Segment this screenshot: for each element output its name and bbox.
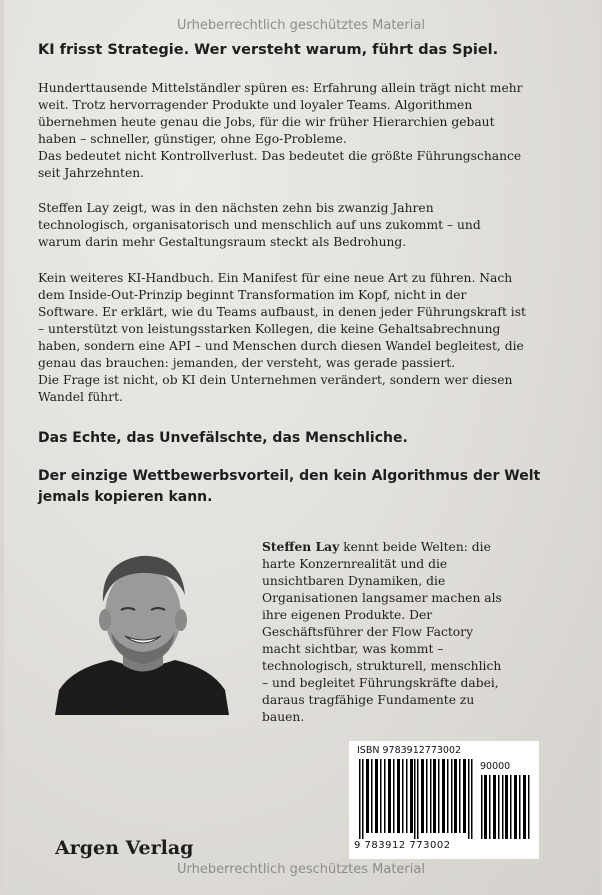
text-line: ihre eigenen Produkte. Der: [262, 608, 433, 622]
author-bio: [262, 538, 572, 726]
text-line: daraus tragfähige Fundamente zu: [262, 693, 475, 707]
watermark-top: Urheberrechtlich geschütztes Material: [177, 18, 425, 33]
emphasis-line-1: Das Echte, das Unvefälschte, das Menschliche.: [38, 430, 408, 446]
text-line: unsichtbaren Dynamiken, die: [262, 574, 446, 588]
isbn-digits: 9 783912 773002: [354, 840, 451, 851]
emphasis-line-2: [38, 466, 578, 508]
isbn-label: ISBN 9783912773002: [357, 745, 462, 756]
watermark-bottom: Urheberrechtlich geschütztes Material: [177, 862, 425, 877]
author-photo: [53, 540, 231, 715]
text-line: jemals kopieren kann.: [38, 489, 213, 505]
text-line: weit. Trotz hervorragender Produkte und loyaler Teams. Algorithmen: [38, 98, 473, 112]
text-line: Die Frage ist nicht, ob KI dein Unternehmen verändert, sondern wer diesen: [38, 373, 513, 387]
paragraph-intro: [38, 80, 568, 182]
text-line: Organisationen langsamer machen als: [262, 591, 502, 605]
text-line: macht sichtbar, was kommt –: [262, 642, 444, 656]
text-line: genau das brauchen: jemanden, der versteht, was gerade passiert.: [38, 356, 456, 370]
text-line: haben, sondern eine API – und Menschen durch diesen Wandel begleitest, die: [38, 339, 524, 353]
text-line: Das bedeutet nicht Kontrollverlust. Das bedeutet die größte Führungschance: [38, 149, 522, 163]
text-line: haben – schneller, günstiger, ohne Ego-Probleme.: [38, 132, 347, 146]
text-line: technologisch, organisatorisch und menschlich auf uns zukommt – und: [38, 218, 481, 232]
text-line: Software. Er erklärt, wie du Teams aufbaust, in denen jeder Führungskraft ist: [38, 305, 526, 319]
price-code: 90000: [480, 761, 511, 772]
ean-barcode-addon: [480, 775, 532, 839]
text-line: Wandel führt.: [38, 390, 123, 404]
text-line: übernehmen heute genau die Jobs, für die wir früher Hierarchien gebaut: [38, 115, 495, 129]
text-line: – und begleitet Führungskräfte dabei,: [262, 676, 499, 690]
headline: KI frisst Strategie. Wer versteht warum, führt das Spiel.: [38, 42, 499, 58]
text-line: technologisch, strukturell, menschlich: [262, 659, 502, 673]
text-line: kennt beide Welten: die: [339, 540, 491, 554]
text-line: Hunderttausende Mittelständler spüren es: Erfahrung allein trägt nicht mehr: [38, 81, 523, 95]
paragraph-author-shows: [38, 200, 568, 251]
publisher-name: Argen Verlag: [55, 837, 194, 859]
isbn-barcode: [349, 741, 539, 859]
text-line: Steffen Lay zeigt, was in den nächsten zehn bis zwanzig Jahren: [38, 201, 434, 215]
text-line: dem Inside-Out-Prinzip beginnt Transformation im Kopf, nicht in der: [38, 288, 467, 302]
author-name: Steffen Lay: [262, 539, 340, 554]
text-line: bauen.: [262, 710, 305, 724]
text-line: Kein weiteres KI-Handbuch. Ein Manifest für eine neue Art zu führen. Nach: [38, 271, 513, 285]
text-line: Geschäftsführer der Flow Factory: [262, 625, 474, 639]
text-line: harte Konzernrealität und die: [262, 557, 448, 571]
text-line: – unterstützt von leistungsstarken Kollegen, die keine Gehaltsabrechnung: [38, 322, 501, 336]
text-line: seit Jahrzehnten.: [38, 166, 145, 180]
text-line: warum darin mehr Gestaltungsraum steckt als Bedrohung.: [38, 235, 407, 249]
paragraph-manifest: [38, 270, 568, 406]
ean-barcode-main: [357, 759, 477, 839]
text-line: Der einzige Wettbewerbsvorteil, den kein Algorithmus der Welt: [38, 468, 541, 484]
